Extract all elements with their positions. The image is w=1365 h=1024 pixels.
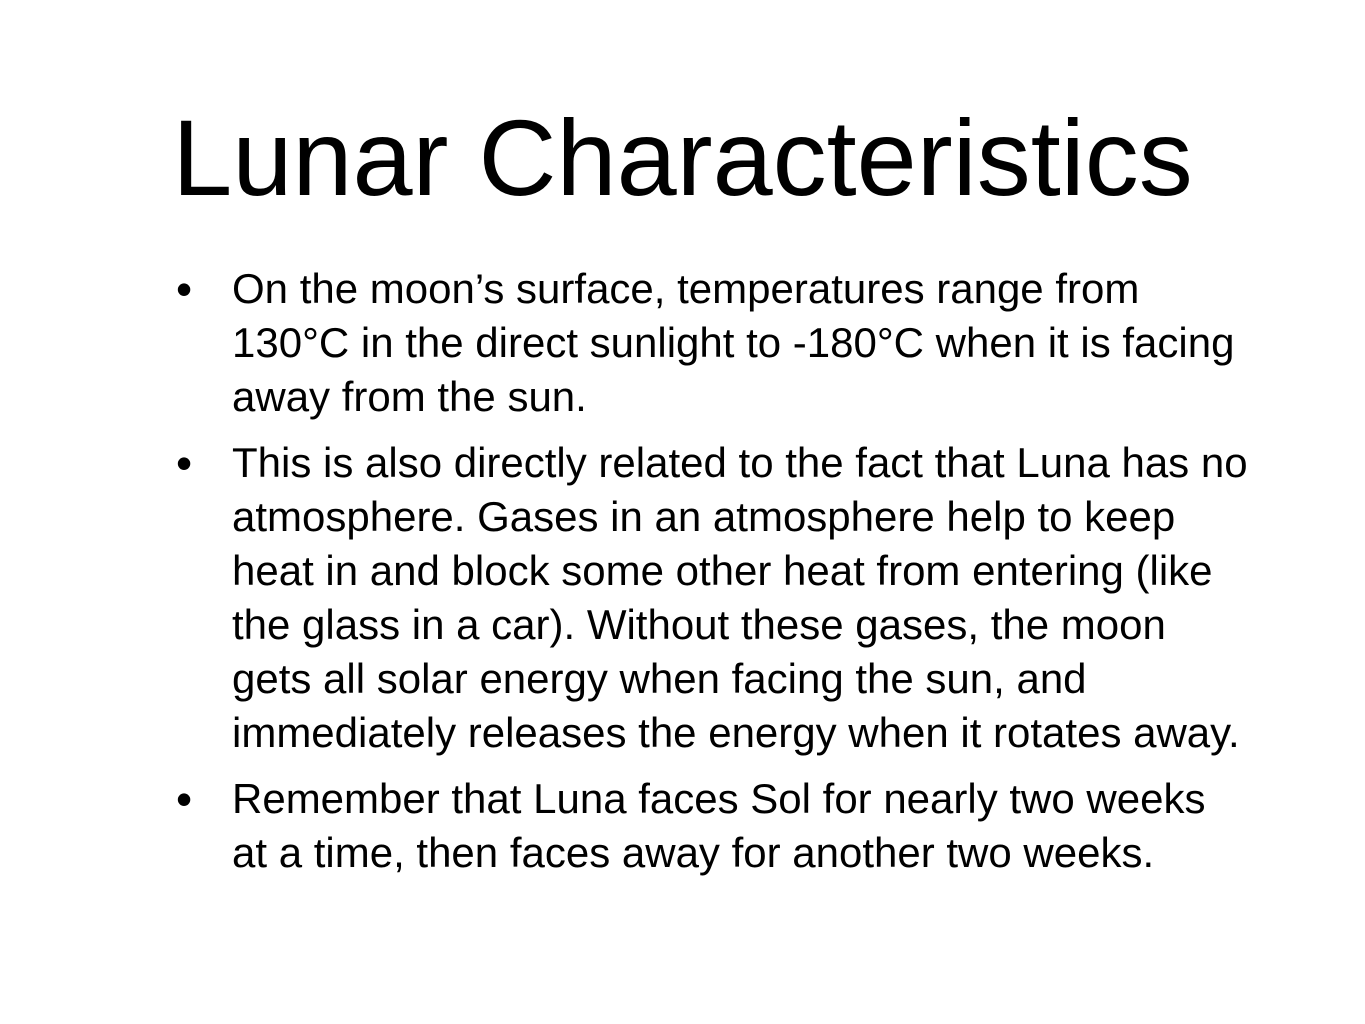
- bullet-icon: •: [176, 437, 193, 489]
- bullet-text: On the moon’s surface, temperatures range from 130°C in the direct sunlight to -180°C when it is facing away from the sun.: [232, 265, 1235, 420]
- bullet-item: [170, 262, 1250, 424]
- bullet-item: [170, 772, 1250, 880]
- slide-title: Lunar Characteristics: [172, 97, 1193, 218]
- bullet-text: This is also directly related to the fact that Luna has no atmosphere. Gases in an atmosphere help to keep heat in and block some other heat from entering (like the glass in a car). Without these gases, the moon gets all solar energy when facing the sun, and immediately releases the energy when it rotates away.: [232, 439, 1248, 756]
- bullet-icon: •: [176, 773, 193, 825]
- bullet-list: [170, 262, 1250, 892]
- bullet-icon: •: [176, 263, 193, 315]
- bullet-text: Remember that Luna faces Sol for nearly two weeks at a time, then faces away for another two weeks.: [232, 775, 1206, 876]
- bullet-item: [170, 436, 1250, 760]
